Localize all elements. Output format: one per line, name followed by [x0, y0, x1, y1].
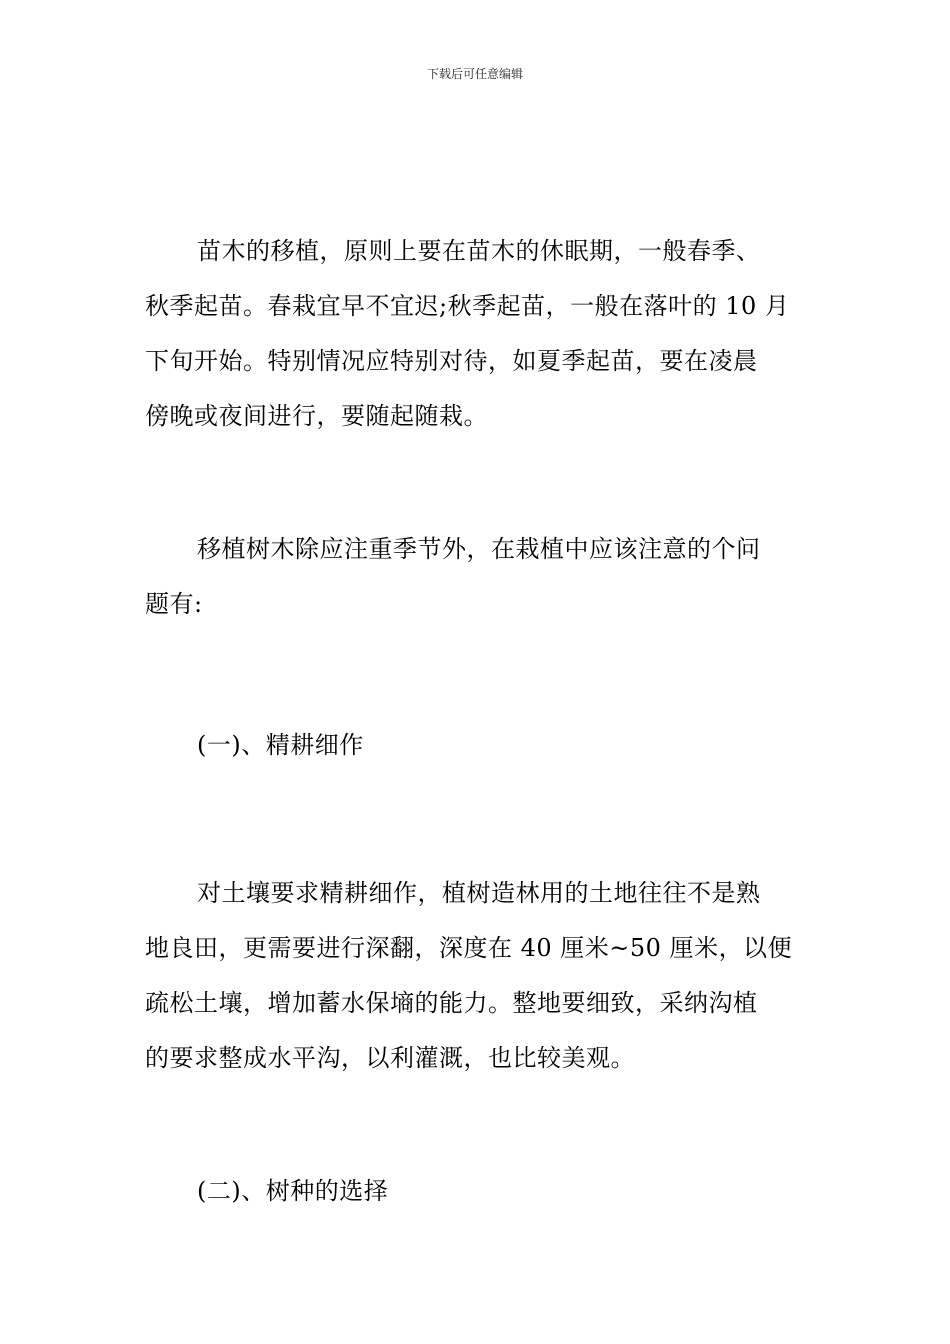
paragraph-line: 秋季起苗。春栽宜早不宜迟;秋季起苗，一般在落叶的 10 月: [145, 292, 790, 320]
section-heading-2: [145, 1164, 807, 1219]
paragraph-line: 地良田，更需要进行深翻，深度在 40 厘米~50 厘米，以便: [145, 934, 793, 962]
paragraph-line: 疏松土壤，增加蓄水保墒的能力。整地要细致，采纳沟植: [145, 989, 758, 1017]
paragraph-soil-preparation: [145, 866, 807, 1086]
paragraph-line: 题有:: [145, 590, 203, 618]
paragraph-line: 苗木的移植，原则上要在苗木的休眠期，一般春季、: [197, 237, 761, 265]
paragraph-line: 对土壤要求精耕细作，植树造林用的土地往往不是熟: [197, 879, 761, 907]
paragraph-transplant-season: [145, 224, 807, 444]
section-heading-1: [145, 718, 807, 773]
paragraph-line: 移植树木除应注重季节外，在栽植中应该注意的个问: [197, 535, 761, 563]
section-heading-text: (二)、树种的选择: [197, 1177, 389, 1205]
section-heading-text: (一)、精耕细作: [197, 731, 364, 759]
paragraph-planting-notes: [145, 522, 807, 632]
paragraph-line: 下旬开始。特别情况应特别对待，如夏季起苗，要在凌晨: [145, 347, 758, 375]
paragraph-line: 的要求整成水平沟，以利灌溉，也比较美观。: [145, 1044, 635, 1072]
paragraph-line: 傍晚或夜间进行，要随起随栽。: [145, 402, 488, 430]
header-note: 下载后可任意编辑: [426, 67, 523, 81]
